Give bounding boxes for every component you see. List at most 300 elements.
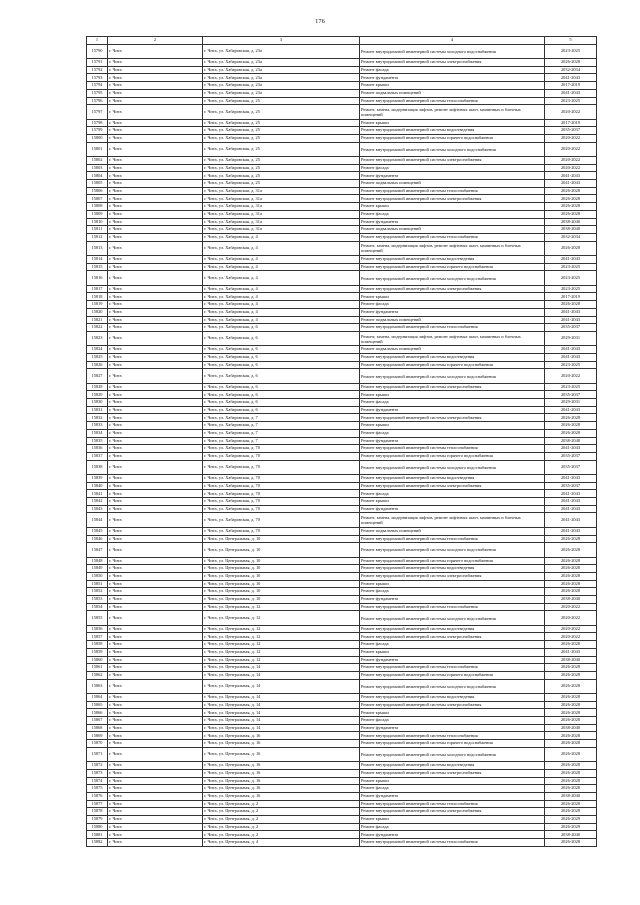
work-type-cell: Ремонт фасада bbox=[360, 717, 545, 725]
period-cell: 2023-2025 bbox=[545, 285, 597, 293]
address-cell: г. Чита, ул. Центральная, д. 16 bbox=[203, 732, 360, 740]
period-cell: 2026-2028 bbox=[545, 769, 597, 777]
row-number-cell: 15792 bbox=[87, 66, 108, 74]
table-row bbox=[87, 195, 597, 203]
row-number-cell: 15817 bbox=[87, 285, 108, 293]
table-row bbox=[87, 134, 597, 142]
work-type-cell: Ремонт фундамента bbox=[360, 831, 545, 839]
row-number-cell: 15824 bbox=[87, 346, 108, 354]
period-cell: 2026-2029 bbox=[545, 816, 597, 824]
table-row bbox=[87, 180, 597, 188]
municipality-cell: г. Чита bbox=[108, 679, 203, 693]
row-number-cell: 15863 bbox=[87, 679, 108, 693]
work-type-cell: Ремонт фасада bbox=[360, 429, 545, 437]
table-row bbox=[87, 164, 597, 172]
row-number-cell: 15832 bbox=[87, 414, 108, 422]
work-type-cell: Ремонт крыши bbox=[360, 203, 545, 211]
address-cell: г. Чита, ул. Центральная, д. 12 bbox=[203, 633, 360, 641]
table-row bbox=[87, 383, 597, 391]
address-cell: г. Чита, ул. Хабаровская, д. 4 bbox=[203, 271, 360, 285]
table-row bbox=[87, 89, 597, 97]
municipality-cell: г. Чита bbox=[108, 127, 203, 135]
municipality-cell: г. Чита bbox=[108, 105, 203, 119]
table-row bbox=[87, 580, 597, 588]
table-row bbox=[87, 142, 597, 156]
table-row bbox=[87, 648, 597, 656]
capital-repair-table bbox=[86, 36, 597, 847]
address-cell: г. Чита, ул. Центральная, д. 2 bbox=[203, 816, 360, 824]
address-cell: г. Чита, ул. Центральная, д. 2 bbox=[203, 800, 360, 808]
work-type-cell: Ремонт подвальных помещений bbox=[360, 346, 545, 354]
table-row bbox=[87, 172, 597, 180]
municipality-cell: г. Чита bbox=[108, 346, 203, 354]
work-type-cell: Ремонт внутридомовой инженерной системы горячего водоснабжения bbox=[360, 740, 545, 748]
address-cell: г. Чита, ул. Хабаровская, д. 23а bbox=[203, 66, 360, 74]
work-type-cell: Ремонт крыши bbox=[360, 648, 545, 656]
period-cell: 2026-2028 bbox=[545, 422, 597, 430]
address-cell: г. Чита, ул. Хабаровская, д. 4 bbox=[203, 308, 360, 316]
period-cell: 2026-2028 bbox=[545, 580, 597, 588]
municipality-cell: г. Чита bbox=[108, 406, 203, 414]
address-cell: г. Чита, ул. Хабаровская, д. 25 bbox=[203, 157, 360, 165]
period-cell: 2038-2040 bbox=[545, 596, 597, 604]
period-cell: 2026-2028 bbox=[545, 717, 597, 725]
municipality-cell: г. Чита bbox=[108, 527, 203, 535]
period-cell: 2041-2043 bbox=[545, 172, 597, 180]
table-row bbox=[87, 839, 597, 847]
table-row bbox=[87, 823, 597, 831]
work-type-cell: Ремонт фундамента bbox=[360, 596, 545, 604]
table-row bbox=[87, 460, 597, 474]
period-cell: 2035-2037 bbox=[545, 127, 597, 135]
address-cell: г. Чита, ул. Центральная, д. 2 bbox=[203, 808, 360, 816]
table-row bbox=[87, 490, 597, 498]
work-type-cell: Ремонт крыши bbox=[360, 498, 545, 506]
row-number-cell: 15849 bbox=[87, 565, 108, 573]
municipality-cell: г. Чита bbox=[108, 543, 203, 557]
row-number-cell: 15800 bbox=[87, 134, 108, 142]
row-number-cell: 15799 bbox=[87, 127, 108, 135]
row-number-cell: 15882 bbox=[87, 839, 108, 847]
table-row bbox=[87, 233, 597, 241]
period-cell: 2026-2029 bbox=[545, 823, 597, 831]
period-cell: 2026-2028 bbox=[545, 679, 597, 693]
row-number-cell: 15821 bbox=[87, 316, 108, 324]
municipality-cell: г. Чита bbox=[108, 369, 203, 383]
period-cell: 2020-2022 bbox=[545, 633, 597, 641]
row-number-cell: 15859 bbox=[87, 648, 108, 656]
address-cell: г. Чита, ул. Хабаровская, д. 7 bbox=[203, 429, 360, 437]
municipality-cell: г. Чита bbox=[108, 625, 203, 633]
table-row bbox=[87, 271, 597, 285]
municipality-cell: г. Чита bbox=[108, 792, 203, 800]
period-cell: 2026-2028 bbox=[545, 210, 597, 218]
row-number-cell: 15856 bbox=[87, 625, 108, 633]
table-row bbox=[87, 203, 597, 211]
row-number-cell: 15836 bbox=[87, 445, 108, 453]
row-number-cell: 15870 bbox=[87, 740, 108, 748]
address-cell: г. Чита, ул. Центральная, д. 10 bbox=[203, 565, 360, 573]
municipality-cell: г. Чита bbox=[108, 293, 203, 301]
period-cell: 2041-2043 bbox=[545, 498, 597, 506]
table-row bbox=[87, 256, 597, 264]
period-cell: 2026-2028 bbox=[545, 808, 597, 816]
municipality-cell: г. Чита bbox=[108, 134, 203, 142]
period-cell: 2041-2043 bbox=[545, 180, 597, 188]
work-type-cell: Ремонт подвальных помещений bbox=[360, 226, 545, 234]
table-row bbox=[87, 762, 597, 770]
work-type-cell: Ремонт крыши bbox=[360, 119, 545, 127]
row-number-cell: 15838 bbox=[87, 460, 108, 474]
table-row bbox=[87, 353, 597, 361]
period-cell: 2035-2037 bbox=[545, 460, 597, 474]
work-type-cell: Ремонт фасада bbox=[360, 641, 545, 649]
table-row bbox=[87, 625, 597, 633]
work-type-cell: Ремонт внутридомовой инженерной системы теплоснабжения bbox=[360, 97, 545, 105]
address-cell: г. Чита, ул. Хабаровская, д. 25 bbox=[203, 119, 360, 127]
period-cell: 2026-2028 bbox=[545, 535, 597, 543]
row-number-cell: 15831 bbox=[87, 406, 108, 414]
municipality-cell: г. Чита bbox=[108, 44, 203, 58]
municipality-cell: г. Чита bbox=[108, 210, 203, 218]
period-cell: 2026-2028 bbox=[545, 543, 597, 557]
period-cell: 2026-2028 bbox=[545, 671, 597, 679]
work-type-cell: Ремонт крыши bbox=[360, 82, 545, 90]
work-type-cell: Ремонт внутридомовой инженерной системы горячего водоснабжения bbox=[360, 134, 545, 142]
address-cell: г. Чита, ул. Хабаровская, д. 25 bbox=[203, 105, 360, 119]
row-number-cell: 15873 bbox=[87, 769, 108, 777]
row-number-cell: 15847 bbox=[87, 543, 108, 557]
address-cell: г. Чита, ул. Центральная, д. 16 bbox=[203, 762, 360, 770]
address-cell: г. Чита, ул. Центральная, д. 12 bbox=[203, 603, 360, 611]
municipality-cell: г. Чита bbox=[108, 800, 203, 808]
period-cell: 2035-2037 bbox=[545, 324, 597, 332]
address-cell: г. Чита, ул. Центральная, д. 10 bbox=[203, 580, 360, 588]
table-row bbox=[87, 611, 597, 625]
municipality-cell: г. Чита bbox=[108, 505, 203, 513]
row-number-cell: 15822 bbox=[87, 324, 108, 332]
address-cell: г. Чита, ул. Хабаровская, д. 25 bbox=[203, 164, 360, 172]
address-cell: г. Чита, ул. Центральная, д. 12 bbox=[203, 641, 360, 649]
address-cell: г. Чита, ул. Центральная, д. 14 bbox=[203, 724, 360, 732]
municipality-cell: г. Чита bbox=[108, 285, 203, 293]
table-row bbox=[87, 831, 597, 839]
address-cell: г. Чита, ул. Центральная, д. 14 bbox=[203, 679, 360, 693]
row-number-cell: 15801 bbox=[87, 142, 108, 156]
period-cell: 2026-2028 bbox=[545, 187, 597, 195]
period-cell: 2020-2022 bbox=[545, 603, 597, 611]
row-number-cell: 15869 bbox=[87, 732, 108, 740]
address-cell: г. Чита, ул. Хабаровская, д. 31а bbox=[203, 218, 360, 226]
address-cell: г. Чита, ул. Центральная, д. 2 bbox=[203, 831, 360, 839]
row-number-cell: 15878 bbox=[87, 808, 108, 816]
table-row bbox=[87, 747, 597, 761]
row-number-cell: 15851 bbox=[87, 580, 108, 588]
row-number-cell: 15843 bbox=[87, 505, 108, 513]
address-cell: г. Чита, ул. Центральная, д. 14 bbox=[203, 694, 360, 702]
table-row bbox=[87, 406, 597, 414]
row-number-cell: 15825 bbox=[87, 353, 108, 361]
period-cell: 2026-2028 bbox=[545, 565, 597, 573]
work-type-cell: Ремонт фундамента bbox=[360, 308, 545, 316]
address-cell: г. Чита, ул. Центральная, д. 10 bbox=[203, 557, 360, 565]
table-row bbox=[87, 641, 597, 649]
period-cell: 2023-2025 bbox=[545, 361, 597, 369]
work-type-cell: Ремонт внутридомовой инженерной системы теплоснабжения bbox=[360, 800, 545, 808]
table-row bbox=[87, 596, 597, 604]
address-cell: г. Чита, ул. Центральная, д. 10 bbox=[203, 572, 360, 580]
address-cell: г. Чита, ул. Центральная, д. 14 bbox=[203, 717, 360, 725]
period-cell: 2041-2043 bbox=[545, 445, 597, 453]
address-cell: г. Чита, ул. Хабаровская, д. 31а bbox=[203, 210, 360, 218]
municipality-cell: г. Чита bbox=[108, 709, 203, 717]
address-cell: г. Чита, ул. Хабаровская, д. 6 bbox=[203, 383, 360, 391]
row-number-cell: 15842 bbox=[87, 498, 108, 506]
work-type-cell: Ремонт внутридомовой инженерной системы электроснабжения bbox=[360, 769, 545, 777]
row-number-cell: 15793 bbox=[87, 74, 108, 82]
table-row bbox=[87, 369, 597, 383]
address-cell: г. Чита, ул. Хабаровская, д. 31а bbox=[203, 195, 360, 203]
row-number-cell: 15810 bbox=[87, 218, 108, 226]
table-row bbox=[87, 557, 597, 565]
row-number-cell: 15794 bbox=[87, 82, 108, 90]
table-row bbox=[87, 127, 597, 135]
address-cell: г. Чита, ул. Хабаровская, д. 70 bbox=[203, 513, 360, 527]
row-number-cell: 15880 bbox=[87, 823, 108, 831]
row-number-cell: 15862 bbox=[87, 671, 108, 679]
municipality-cell: г. Чита bbox=[108, 308, 203, 316]
row-number-cell: 15826 bbox=[87, 361, 108, 369]
row-number-cell: 15841 bbox=[87, 490, 108, 498]
period-cell: 2026-2028 bbox=[545, 785, 597, 793]
period-cell: 2026-2028 bbox=[545, 301, 597, 309]
table-row bbox=[87, 157, 597, 165]
address-cell: г. Чита, ул. Хабаровская, д. 4 bbox=[203, 285, 360, 293]
municipality-cell: г. Чита bbox=[108, 142, 203, 156]
municipality-cell: г. Чита bbox=[108, 324, 203, 332]
address-cell: г. Чита, ул. Центральная, д. 12 bbox=[203, 656, 360, 664]
table-row bbox=[87, 44, 597, 58]
work-type-cell: Ремонт внутридомовой инженерной системы водоотведения bbox=[360, 353, 545, 361]
address-cell: г. Чита, ул. Центральная, д. 2 bbox=[203, 823, 360, 831]
row-number-cell: 15819 bbox=[87, 301, 108, 309]
municipality-cell: г. Чита bbox=[108, 513, 203, 527]
municipality-cell: г. Чита bbox=[108, 747, 203, 761]
work-type-cell: Ремонт фундамента bbox=[360, 792, 545, 800]
work-type-cell: Ремонт фундамента bbox=[360, 74, 545, 82]
row-number-cell: 15797 bbox=[87, 105, 108, 119]
address-cell: г. Чита, ул. Центральная, д. 14 bbox=[203, 671, 360, 679]
municipality-cell: г. Чита bbox=[108, 490, 203, 498]
period-cell: 2041-2043 bbox=[545, 308, 597, 316]
municipality-cell: г. Чита bbox=[108, 256, 203, 264]
period-cell: 2038-2040 bbox=[545, 831, 597, 839]
table-row bbox=[87, 656, 597, 664]
address-cell: г. Чита, ул. Центральная, д. 16 bbox=[203, 792, 360, 800]
period-cell: 2026-2028 bbox=[545, 641, 597, 649]
municipality-cell: г. Чита bbox=[108, 89, 203, 97]
row-number-cell: 15813 bbox=[87, 241, 108, 255]
period-cell: 2026-2028 bbox=[545, 203, 597, 211]
work-type-cell: Ремонт внутридомовой инженерной системы водоотведения bbox=[360, 127, 545, 135]
address-cell: г. Чита, ул. Хабаровская, д. 6 bbox=[203, 406, 360, 414]
work-type-cell: Ремонт крыши bbox=[360, 777, 545, 785]
municipality-cell: г. Чита bbox=[108, 823, 203, 831]
municipality-cell: г. Чита bbox=[108, 580, 203, 588]
address-cell: г. Чита, ул. Хабаровская, д. 4 bbox=[203, 263, 360, 271]
address-cell: г. Чита, ул. Хабаровская, д. 6 bbox=[203, 399, 360, 407]
work-type-cell: Ремонт внутридомовой инженерной системы горячего водоснабжения bbox=[360, 361, 545, 369]
work-type-cell: Ремонт внутридомовой инженерной системы электроснабжения bbox=[360, 285, 545, 293]
row-number-cell: 15805 bbox=[87, 180, 108, 188]
work-type-cell: Ремонт внутридомовой инженерной системы электроснабжения bbox=[360, 414, 545, 422]
table-row bbox=[87, 218, 597, 226]
period-cell: 2041-2043 bbox=[545, 353, 597, 361]
row-number-cell: 15850 bbox=[87, 572, 108, 580]
work-type-cell: Ремонт внутридомовой инженерной системы холодного водоснабжения bbox=[360, 44, 545, 58]
period-cell: 2020-2022 bbox=[545, 369, 597, 383]
address-cell: г. Чита, ул. Хабаровская, д. 23а bbox=[203, 74, 360, 82]
municipality-cell: г. Чита bbox=[108, 460, 203, 474]
table-row bbox=[87, 792, 597, 800]
municipality-cell: г. Чита bbox=[108, 353, 203, 361]
period-cell: 2041-2043 bbox=[545, 256, 597, 264]
period-cell: 2041-2043 bbox=[545, 513, 597, 527]
address-cell: г. Чита, ул. Центральная, д. 14 bbox=[203, 701, 360, 709]
address-cell: г. Чита, ул. Хабаровская, д. 7 bbox=[203, 437, 360, 445]
address-cell: г. Чита, ул. Хабаровская, д. 6 bbox=[203, 346, 360, 354]
period-cell: 2026-2028 bbox=[545, 747, 597, 761]
table-row bbox=[87, 331, 597, 345]
work-type-cell: Ремонт внутридомовой инженерной системы электроснабжения bbox=[360, 633, 545, 641]
work-type-cell: Ремонт внутридомовой инженерной системы электроснабжения bbox=[360, 59, 545, 67]
period-cell: 2026-2028 bbox=[545, 195, 597, 203]
table-row bbox=[87, 785, 597, 793]
municipality-cell: г. Чита bbox=[108, 226, 203, 234]
municipality-cell: г. Чита bbox=[108, 664, 203, 672]
row-number-cell: 15820 bbox=[87, 308, 108, 316]
work-type-cell: Ремонт подвальных помещений bbox=[360, 527, 545, 535]
row-number-cell: 15881 bbox=[87, 831, 108, 839]
address-cell: г. Чита, ул. Центральная, д. 12 bbox=[203, 611, 360, 625]
period-cell: 2041-2043 bbox=[545, 505, 597, 513]
row-number-cell: 15860 bbox=[87, 656, 108, 664]
table-row bbox=[87, 429, 597, 437]
address-cell: г. Чита, ул. Хабаровская, д. 70 bbox=[203, 490, 360, 498]
period-cell: 2032-2034 bbox=[545, 66, 597, 74]
period-cell: 2020-2022 bbox=[545, 142, 597, 156]
period-cell: 2026-2028 bbox=[545, 777, 597, 785]
period-cell: 2026-2028 bbox=[545, 59, 597, 67]
work-type-cell: Ремонт внутридомовой инженерной системы теплоснабжения bbox=[360, 535, 545, 543]
work-type-cell: Ремонт фасада bbox=[360, 588, 545, 596]
period-cell: 2032-2034 bbox=[545, 233, 597, 241]
period-cell: 2038-2040 bbox=[545, 792, 597, 800]
row-number-cell: 15818 bbox=[87, 293, 108, 301]
municipality-cell: г. Чита bbox=[108, 777, 203, 785]
municipality-cell: г. Чита bbox=[108, 391, 203, 399]
address-cell: г. Чита, ул. Центральная, д. 14 bbox=[203, 709, 360, 717]
table-row bbox=[87, 316, 597, 324]
page-number: 176 bbox=[315, 18, 325, 25]
municipality-cell: г. Чита bbox=[108, 437, 203, 445]
address-cell: г. Чита, ул. Хабаровская, д. 70 bbox=[203, 475, 360, 483]
row-number-cell: 15861 bbox=[87, 664, 108, 672]
municipality-cell: г. Чита bbox=[108, 119, 203, 127]
table-row bbox=[87, 445, 597, 453]
table-row bbox=[87, 82, 597, 90]
municipality-cell: г. Чита bbox=[108, 97, 203, 105]
work-type-cell: Ремонт внутридомовой инженерной системы холодного водоснабжения bbox=[360, 271, 545, 285]
row-number-cell: 15865 bbox=[87, 701, 108, 709]
table-row bbox=[87, 505, 597, 513]
municipality-cell: г. Чита bbox=[108, 588, 203, 596]
row-number-cell: 15814 bbox=[87, 256, 108, 264]
work-type-cell: Ремонт, замена, модернизация лифтов, ремонт лифтовых шахт, машинных и блочных помещений bbox=[360, 241, 545, 255]
row-number-cell: 15864 bbox=[87, 694, 108, 702]
work-type-cell: Ремонт внутридомовой инженерной системы теплоснабжения bbox=[360, 839, 545, 847]
municipality-cell: г. Чита bbox=[108, 271, 203, 285]
row-number-cell: 15848 bbox=[87, 557, 108, 565]
work-type-cell: Ремонт внутридомовой инженерной системы горячего водоснабжения bbox=[360, 557, 545, 565]
table-row bbox=[87, 527, 597, 535]
table-row bbox=[87, 391, 597, 399]
municipality-cell: г. Чита bbox=[108, 656, 203, 664]
work-type-cell: Ремонт внутридомовой инженерной системы холодного водоснабжения bbox=[360, 747, 545, 761]
table-row bbox=[87, 361, 597, 369]
table-row bbox=[87, 293, 597, 301]
row-number-cell: 15866 bbox=[87, 709, 108, 717]
row-number-cell: 15795 bbox=[87, 89, 108, 97]
period-cell: 2041-2043 bbox=[545, 475, 597, 483]
work-type-cell: Ремонт внутридомовой инженерной системы теплоснабжения bbox=[360, 187, 545, 195]
table-body bbox=[87, 44, 597, 846]
work-type-cell: Ремонт внутридомовой инженерной системы водоотведения bbox=[360, 694, 545, 702]
work-type-cell: Ремонт фасада bbox=[360, 210, 545, 218]
address-cell: г. Чита, ул. Центральная, д. 12 bbox=[203, 648, 360, 656]
period-cell: 2020-2022 bbox=[545, 611, 597, 625]
period-cell: 2026-2028 bbox=[545, 762, 597, 770]
municipality-cell: г. Чита bbox=[108, 816, 203, 824]
municipality-cell: г. Чита bbox=[108, 361, 203, 369]
row-number-cell: 15804 bbox=[87, 172, 108, 180]
municipality-cell: г. Чита bbox=[108, 74, 203, 82]
municipality-cell: г. Чита bbox=[108, 301, 203, 309]
table-row bbox=[87, 535, 597, 543]
row-number-cell: 15852 bbox=[87, 588, 108, 596]
municipality-cell: г. Чита bbox=[108, 611, 203, 625]
table-row bbox=[87, 399, 597, 407]
column-header-1: 1 bbox=[87, 37, 108, 45]
work-type-cell: Ремонт фундамента bbox=[360, 724, 545, 732]
table-row bbox=[87, 671, 597, 679]
work-type-cell: Ремонт внутридомовой инженерной системы водоотведения bbox=[360, 565, 545, 573]
row-number-cell: 15853 bbox=[87, 596, 108, 604]
row-number-cell: 15840 bbox=[87, 482, 108, 490]
municipality-cell: г. Чита bbox=[108, 641, 203, 649]
table-row bbox=[87, 324, 597, 332]
row-number-cell: 15827 bbox=[87, 369, 108, 383]
work-type-cell: Ремонт крыши bbox=[360, 391, 545, 399]
work-type-cell: Ремонт внутридомовой инженерной системы водоотведения bbox=[360, 625, 545, 633]
municipality-cell: г. Чита bbox=[108, 475, 203, 483]
municipality-cell: г. Чита bbox=[108, 180, 203, 188]
municipality-cell: г. Чита bbox=[108, 557, 203, 565]
table-row bbox=[87, 740, 597, 748]
table-row bbox=[87, 308, 597, 316]
municipality-cell: г. Чита bbox=[108, 157, 203, 165]
work-type-cell: Ремонт фундамента bbox=[360, 656, 545, 664]
